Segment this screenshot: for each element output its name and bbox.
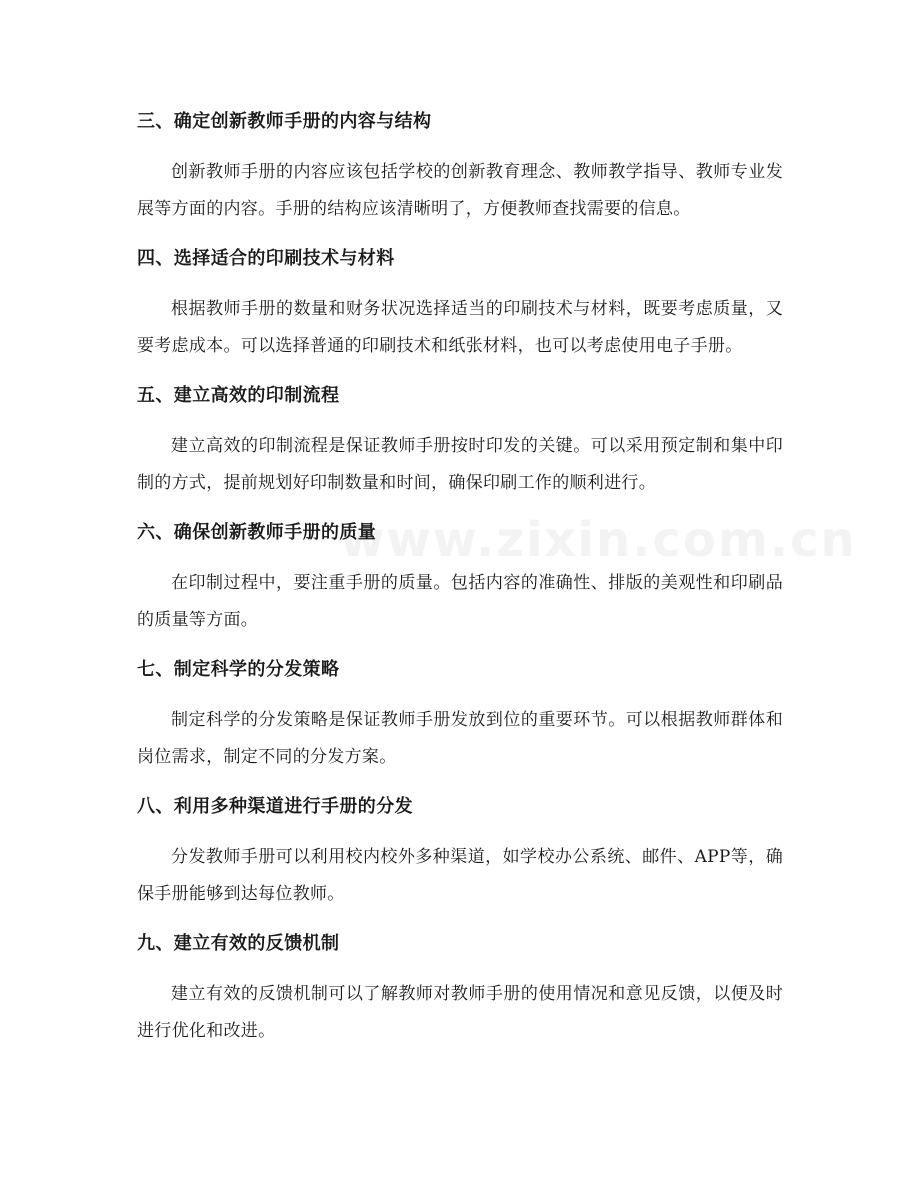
section-4 — [137, 241, 783, 364]
section-paragraph: 建立有效的反馈机制可以了解教师对教师手册的使用情况和意见反馈，以便及时进行优化和改进。 — [137, 984, 783, 1041]
section-8 — [137, 789, 783, 912]
section-paragraph: 在印制过程中，要注重手册的质量。包括内容的准确性、排版的美观性和印刷品的质量等方面。 — [137, 573, 783, 630]
watermark-text: www.zixin.com.cn — [340, 512, 857, 568]
section-9 — [137, 926, 783, 1049]
section-heading: 七、制定科学的分发策略 — [137, 659, 340, 680]
section-heading: 五、建立高效的印制流程 — [137, 385, 340, 406]
section-paragraph: 制定科学的分发策略是保证教师手册发放到位的重要环节。可以根据教师群体和岗位需求，制定不同的分发方案。 — [137, 710, 783, 767]
section-3 — [137, 104, 783, 227]
section-5 — [137, 378, 783, 501]
section-heading: 三、确定创新教师手册的内容与结构 — [137, 111, 432, 132]
section-heading: 八、利用多种渠道进行手册的分发 — [137, 796, 413, 817]
section-paragraph: 根据教师手册的数量和财务状况选择适当的印刷技术与材料，既要考虑质量，又要考虑成本。可以选择普通的印刷技术和纸张材料，也可以考虑使用电子手册。 — [137, 299, 783, 356]
document-body — [137, 104, 857, 1063]
section-heading: 六、确保创新教师手册的质量 — [137, 522, 377, 543]
section-paragraph: 创新教师手册的内容应该包括学校的创新教育理念、教师教学指导、教师专业发展等方面的内容。手册的结构应该清晰明了，方便教师查找需要的信息。 — [137, 162, 783, 219]
section-heading: 四、选择适合的印刷技术与材料 — [137, 248, 395, 269]
section-6 — [137, 515, 783, 638]
section-7 — [137, 652, 783, 775]
section-paragraph: 建立高效的印制流程是保证教师手册按时印发的关键。可以采用预定制和集中印制的方式，提前规划好印制数量和时间，确保印刷工作的顺利进行。 — [137, 436, 783, 493]
section-heading: 九、建立有效的反馈机制 — [137, 933, 340, 954]
section-paragraph: 分发教师手册可以利用校内校外多种渠道，如学校办公系统、邮件、APP等，确保手册能够到达每位教师。 — [137, 847, 783, 904]
